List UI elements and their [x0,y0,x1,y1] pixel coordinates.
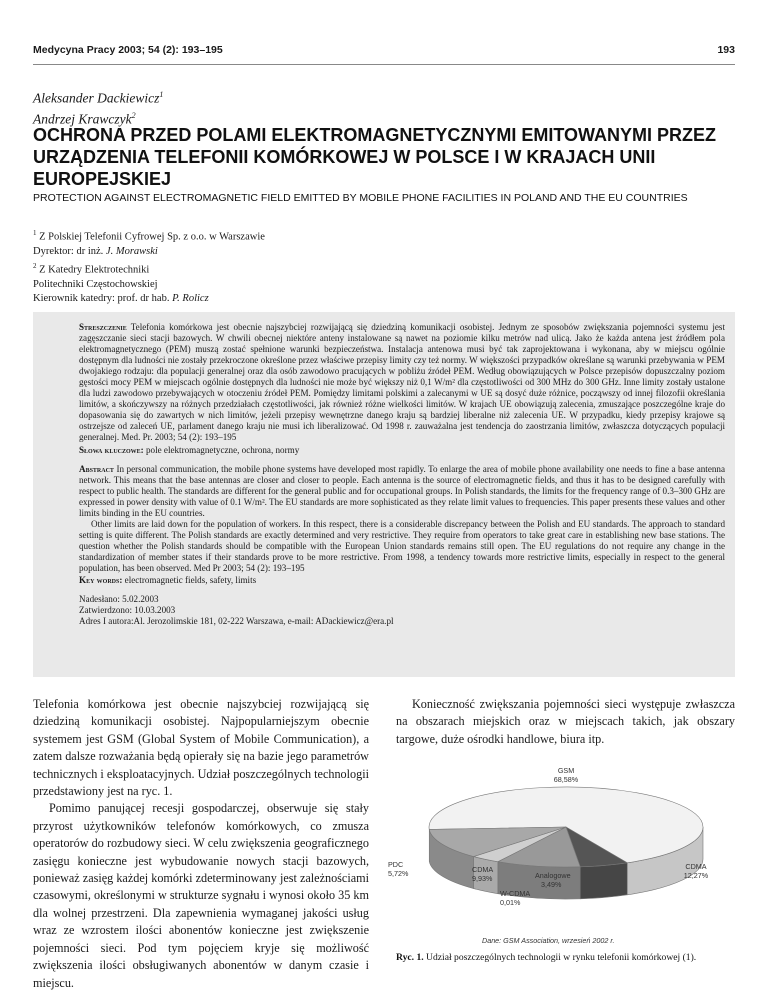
journal-header: Medycyna Pracy 2003; 54 (2): 193–195 [33,44,223,56]
pie-label-name-0: GSM [557,766,575,775]
pie-label-value-3: 0,01% [500,898,521,907]
abstract-english [79,464,725,574]
author-1: Aleksander Dackiewicz$^1$ [33,90,164,106]
abstract-polish [79,322,725,444]
body-paragraph-3: Konieczność zwiększania pojemności sieci występuje zwłaszcza na obszarach miejskich oraz w miejscach takich, jak obszary targowe, duże ośrodki handlowe, biura itp. [396,697,735,746]
pie-side-1 [580,863,627,899]
affiliations [33,226,265,306]
title-polish: OCHRONA PRZED POLAMI ELEKTROMAGNETYCZNYMI EMITOWANYMI PRZEZ URZĄDZENIA TELEFONII KOMÓRKOWEJ W POLSCE I W KRAJACH UNII EUROPEJSKIEJ [33,125,716,189]
pie-label-name-2: CDMA [472,865,494,874]
pie-label-value-0: 68,58% [553,775,579,784]
figure-caption-text: Udział poszczególnych technologii w rynku telefonii komórkowej (1). [426,952,697,963]
affiliation-2-line2: Politechniki Częstochowskiej [33,278,158,290]
figure-caption-label: Ryc. 1. [396,952,424,963]
body-paragraph-2: Pomimo panującej recesji gospodarczej, obserwuje się stały przyrost użytkowników telefonów komórkowych, co zmusza operatorów do rozbudowy sieci. W celu zwiększenia geograficznego zasięgu konieczne jest wybudowanie nowych stacji bazowych, ponieważ zasięg każdej komórki zdeterminowany jest zależnościami czasowymi, określonymi w strukturze sygnału i wynosi około 35 km dla wolnej przestrzeni. Dla zapewnienia wymaganej jakości usług wraz ze wzrostem ilości abonentów konieczne jest zwiększenie pojemności sieci. Pod tym pojęciem kryje się możliwość zwiększenia ilości obsługiwanych abonentów w danym czasie i miejscu. [33,801,369,990]
abstract-english-text-2: Other limits are laid down for the population of workers. In this respect, there is a considerable discrepancy between the Polish and EU standards. The approach to standard setting is quite different. The Polish standards are exactly determined and very restrictive. They require from operators to take great care in establishing new base stations. The question whether the Polish standards should be compatible with the European Union standards remains still open. The EU regulations do not require any change in the standardization of member states if their standards prove to be more restrictive. From 1998, a tendency towards more restrictive limits, especially in respect to the general population, has been observed. Med Pr 2003; 54 (2): 193–195 [79,518,725,573]
header-divider [33,64,735,65]
pie-label-name-4: Analogowe [535,871,571,880]
author-2: Andrzej Krawczyk$^2$ [33,110,136,126]
title-english: PROTECTION AGAINST ELECTROMAGNETIC FIELD EMITTED BY MOBILE PHONE FACILITIES IN POLAND AND THE EU COUNTRIES [33,192,688,204]
pie-label-value-1: 5,72% [388,869,409,878]
pie-label-value-5: 12,27% [683,871,709,880]
pie-label-name-1: PDC [388,860,404,869]
affiliation-2-head: Kierownik katedry: prof. dr hab. P. Rolicz [33,292,209,304]
date-approved: Zatwierdzono: 10.03.2003 [79,605,176,616]
authors [33,86,163,127]
keywords-polish: Słowa kluczowe: pole elektromagnetyczne, ochrona, normy [79,444,300,455]
pie-chart [388,755,735,935]
body-column-right [396,696,735,748]
page-number: 193 [717,44,735,56]
pie-label-name-3: W-CDMA [500,889,531,898]
abstract-box [33,312,735,677]
abstract-polish-text: Telefonia komórkowa jest obecnie najszybciej rozwijającą się dziedziną komunikacji osobistej. Jednym ze sposobów zwiększania pojemności systemu jest zagęszczanie sieci stacji bazowych. W chwili obecnej niektóre anteny instalowane są nawet na poziomie kilku metrów nad ulicą. Jako że każda antena jest źródłem pola elektromagnetycznego (PEM) muszą zostać spełnione warunki bezpieczeństwa. Instalacja antenowa musi być tak zaprojektowana i wykonana, aby w miejscu ogólnie dostępnym dla ludności nie zostały przekroczone określone przez właściwe przepisy limity czy też normy. W większości przypadków określane są warunki przebywania w PEM dwojakiego rodzaju: dla populacji generalnej oraz dla osób zawodowo pracujących w pobliżu źródeł PEM. Według obowiązujących w Polsce przepisów dopuszczalny poziom gęstości mocy PEM w miejscach ogólnie dostępnych dla ludności nie może być większy niż 0,1 W/m² dla częstotliwości od 300 MHz do 300 GHz. Inne limity zostały ustalone dla ludzi zawodowo przebywających w otoczeniu źródeł PEM. Pomiędzy limitami polskimi a zalecanymi w UE są dosyć duże różnice, począwszy od innej filozofii określania limitów, a skończywszy na różnych przedziałach częstotliwości, jak również różne wielkości limitów. W krajach UE obowiązują zalecenia, zmuszające poszczególne kraje do dopasowania się do zawartych w nich limitów, jeżeli przepisy wewnętrzne danego kraju są bardziej liberalne niż zalecenia UE. W przypadku, kiedy przepisy krajowe są ostrzejsze od zaleceń UE, parlament danego kraju nie musi ich liberalizować. Od 1998 r. zauważalna jest tendencja do zaostrzania limitów, zwłaszcza dotyczących populacji generalnej. Med. Pr. 2003; 54 (2): 193–195 [79,322,725,443]
figure-caption [396,952,735,963]
keywords-english: Key words: electromagnetic fields, safety, limits [79,575,257,586]
pie-label-value-2: 9,93% [472,874,493,883]
chart-source: Dane: GSM Association, wrzesień 2002 r. [482,936,615,945]
abstract-content [79,322,725,627]
affiliation-2: $^2$ Z Katedry Elektrotechniki [33,261,150,276]
author-address: Adres I autora:Al. Jerozolimskie 181, 02-222 Warszawa, e-mail: ADackiewicz@era.pl [79,616,394,627]
body-paragraph-1: Telefonia komórkowa jest obecnie najszybciej rozwijającą się dziedziną komunikacji osobistej. Najpopularniejszym obecnie systemem jest GSM (Global System of Mobile Communication), a zatem dalsze rozważania będą opierały się na bazie jego parametrów technicznych i eksploatacyjnych. Udział poszczególnych technologii przedstawiony jest na ryc. 1. [33,697,369,799]
abstract-english-text-1: In personal communication, the mobile phone systems have developed most rapidly. To enlarge the area of mobile phone availability one needs to fine a base antenna network. This means that the base antennas are closer and closer to people. Each antenna is the source of electromagnetic fields, and thus it has to be designed carefully with respect to public health. The standards are different for the general public and for occupational groups. In Polish standards, the limits for the frequency range of 0.3–300 GHz are expressed in power density with value of 0.1 W/m². The EU standards are more sophisticated as they relate limit values to frequencies. This paper presents these values and other limits binding in the EU countries. [79,463,725,518]
date-received: Nadesłano: 5.02.2003 [79,594,159,605]
body-column-left [33,696,369,992]
abstract-english-label: Abstract [79,463,114,474]
pie-label-value-4: 3,49% [541,880,562,889]
abstract-polish-label: Streszczenie [79,322,127,332]
pie-label-name-5: CDMA [685,862,707,871]
affiliation-1-director: Dyrektor: dr inż. J. Morawski [33,245,158,257]
affiliation-1: $^1$ Z Polskiej Telefonii Cyfrowej Sp. z o.o. w Warszawie [33,229,265,243]
